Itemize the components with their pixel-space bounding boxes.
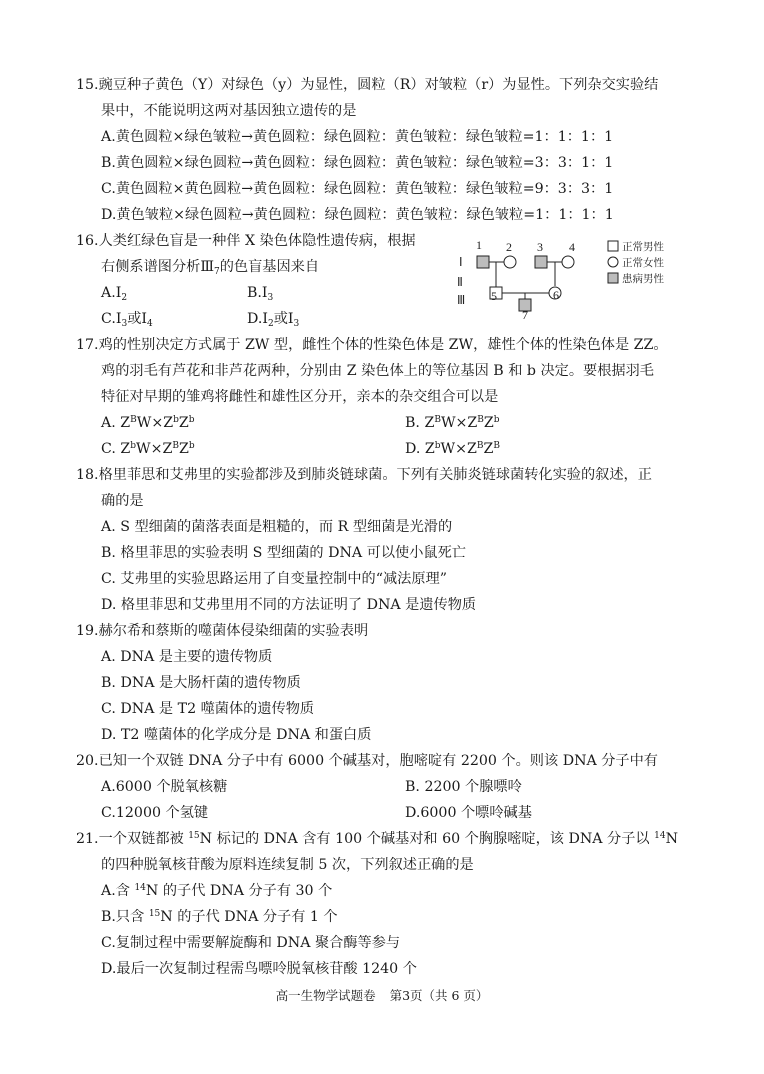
q21-option-c: C.复制过程中需要解旋酶和 DNA 聚合酶等参与	[101, 935, 401, 951]
pedigree-chart	[455, 236, 695, 320]
legend-affected-label: 患病男性	[622, 273, 664, 285]
q16-option-d: $D.I_2$或$I_3$	[247, 311, 300, 329]
q21-option-d: D.最后一次复制过程需鸟嘌呤脱氧核苷酸 1240 个	[101, 961, 417, 977]
q15-stem-1: 15.豌豆种子黄色（Y）对绿色（y）为显性，圆粒（R）对皱粒（r）为显性。下列杂交实验结	[76, 77, 659, 93]
q18-stem-1: 18.格里菲思和艾弗里的实验都涉及到肺炎链球菌。下列有关肺炎链球菌转化实验的叙述，正	[76, 467, 652, 483]
q20-option-c: C.12000 个氢键	[101, 805, 209, 821]
q19-option-b: B. DNA 是大肠杆菌的遗传物质	[101, 675, 301, 691]
q19-option-a: A. DNA 是主要的遗传物质	[101, 649, 273, 665]
q18-option-c: C. 艾弗里的实验思路运用了自变量控制中的“减法原理”	[101, 571, 448, 587]
q15-stem-2: 果中，不能说明这两对基因独立遗传的是	[101, 103, 357, 119]
q18-option-d: D. 格里菲思和艾弗里用不同的方法证明了 DNA 是遗传物质	[101, 597, 477, 613]
legend-affected-icon	[608, 273, 618, 283]
pedigree-gen-iii: Ⅲ	[457, 293, 466, 307]
pedigree-label-6: 6	[553, 288, 559, 302]
pedigree-gen-i: Ⅰ	[459, 255, 463, 269]
pedigree-i2-symbol	[504, 256, 516, 268]
pedigree-label-7: 7	[522, 308, 528, 320]
q17-stem-2: 鸡的羽毛有芦花和非芦花两种，分别由 Z 染色体上的等位基因 B 和 b 决定。要根据羽毛	[101, 363, 654, 379]
q21-option-b: B.只含 $^{15}$N 的子代 DNA 分子有 1 个	[101, 909, 338, 925]
q21-stem-2: 的四种脱氧核苷酸为原料连续复制 5 次，下列叙述正确的是	[101, 857, 474, 873]
q20-option-a: A.6000 个脱氧核糖	[101, 779, 228, 795]
pedigree-label-2: 2	[506, 240, 512, 254]
pedigree-label-3: 3	[537, 240, 543, 254]
q18-stem-2: 确的是	[101, 493, 144, 509]
legend-female-label: 正常女性	[622, 257, 664, 269]
pedigree-i4-symbol	[562, 256, 574, 268]
q17-stem-1: 17.鸡的性别决定方式属于 ZW 型，雌性个体的性染色体是 ZW，雄性个体的性染色体是 ZZ。	[76, 337, 668, 353]
q21-option-a: A.含 $^{14}$N 的子代 DNA 分子有 30 个	[101, 883, 333, 899]
pedigree-gen-ii: Ⅱ	[457, 275, 463, 289]
footer-page-number: 第3页（共 6 页）	[389, 988, 489, 1003]
pedigree-i3-symbol	[535, 256, 547, 268]
q15-option-a: A.黄色圆粒×绿色皱粒→黄色圆粒：绿色圆粒：黄色皱粒：绿色皱粒=1：1：1：1	[101, 129, 614, 145]
legend-female-icon	[608, 257, 618, 267]
q20-option-d: D.6000 个嘌呤碱基	[405, 805, 532, 821]
page-footer	[0, 986, 764, 1004]
q20-stem: 20.已知一个双链 DNA 分子中有 6000 个碱基对，胞嘧啶有 2200 个。则该 DNA 分子中有	[76, 753, 658, 769]
q15-option-d: D.黄色皱粒×绿色圆粒→黄色圆粒：绿色圆粒：黄色皱粒：绿色皱粒=1：1：1：1	[101, 207, 614, 223]
q16-option-c: $C.I_3$或$I_4$	[101, 311, 153, 329]
q16-stem-2: 右侧系谱图分析$Ⅲ_7$的色盲基因来自	[101, 259, 320, 277]
q17-option-b: B. $Z^BW\times Z^BZ^b$	[405, 415, 500, 431]
q19-option-d: D. T2 噬菌体的化学成分是 DNA 和蛋白质	[101, 727, 372, 743]
pedigree-label-5: 5	[491, 289, 497, 303]
q15-option-c: C.黄色圆粒×黄色圆粒→黄色圆粒：绿色圆粒：黄色皱粒：绿色皱粒=9：3：3：1	[101, 181, 614, 197]
q19-stem: 19.赫尔希和蔡斯的噬菌体侵染细菌的实验表明	[76, 623, 369, 639]
q15-option-b: B.黄色圆粒×绿色圆粒→黄色圆粒：绿色圆粒：黄色皱粒：绿色皱粒=3：3：1：1	[101, 155, 614, 171]
footer-title: 高一生物学试题卷	[275, 988, 376, 1003]
q18-option-a: A. S 型细菌的菌落表面是粗糙的，而 R 型细菌是光滑的	[101, 519, 453, 535]
pedigree-label-1: 1	[476, 238, 482, 252]
q20-option-b: B. 2200 个腺嘌呤	[405, 779, 522, 795]
q16-stem-1: 16.人类红绿色盲是一种伴 X 染色体隐性遗传病，根据	[76, 233, 416, 249]
q16-option-a: $A.I_2$	[101, 285, 128, 303]
pedigree-i1-symbol	[477, 256, 489, 268]
q16-option-b: $B.I_3$	[247, 285, 274, 303]
pedigree-label-4: 4	[569, 240, 575, 254]
q21-stem-1: 21.一个双链都被 $^{15}$N 标记的 DNA 含有 100 个碱基对和 60 个胸腺嘧啶，该 DNA 分子以 $^{14}$N	[76, 831, 678, 847]
q17-stem-3: 特征对早期的雏鸡将雌性和雄性区分开，亲本的杂交组合可以是	[101, 389, 499, 405]
q17-option-a: A. $Z^BW\times Z^bZ^b$	[101, 415, 195, 431]
q17-option-c: C. $Z^bW\times Z^BZ^b$	[101, 441, 195, 457]
legend-male-icon	[608, 241, 618, 251]
q17-option-d: D. $Z^bW\times Z^BZ^B$	[405, 441, 500, 457]
q19-option-c: C. DNA 是 T2 噬菌体的遗传物质	[101, 701, 315, 717]
legend-male-label: 正常男性	[622, 241, 664, 253]
q18-option-b: B. 格里菲思的实验表明 S 型细菌的 DNA 可以使小鼠死亡	[101, 545, 466, 561]
